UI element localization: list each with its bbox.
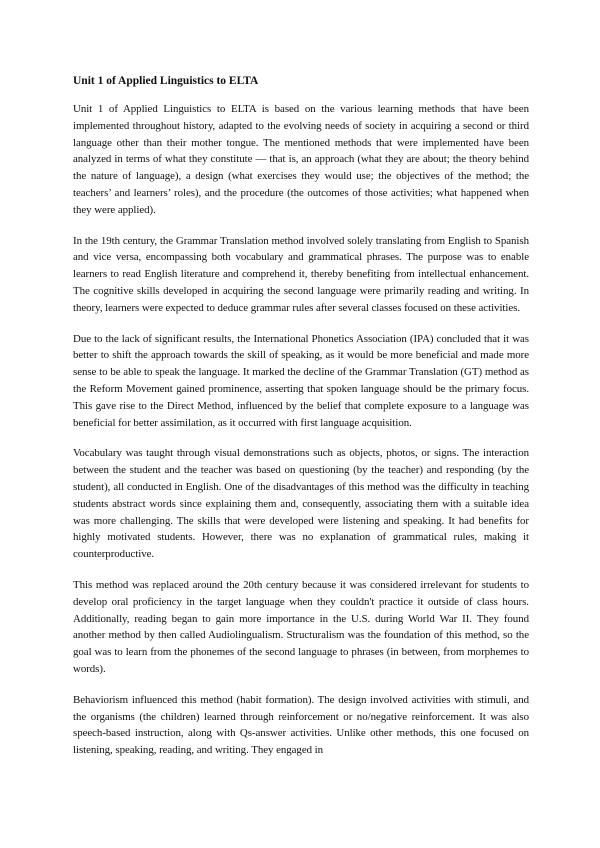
paragraph-audiolingualism: This method was replaced around the 20th century because it was considered irrelevant for students to develop oral proficiency in the target language when they couldn't practice it outside of class hours. Additionally, reading began to gain more importance in the U.S. during World War II. They found another method by then called Audiolingualism. Structuralism was the foundation of this method, so the goal was to learn from the phonemes of the second language to phrases (in between, from morphemes to words). [73, 578, 529, 675]
paragraph-vocabulary: Vocabulary was taught through visual demonstrations such as objects, photos, or signs. The interaction between the student and the teacher was based on questioning (by the teacher) and responding (by the student), all conducted in English. One of the disadvantages of this method was the difficulty in teaching students abstract words since explaining them and, consequently, associating them with a suitable idea was more challenging. The skills that were developed were listening and speaking. It had benefits for highly motivated students. However, there was no explanation of grammatical rules, making it counterproductive. [73, 447, 529, 561]
paragraph-introduction: Unit 1 of Applied Linguistics to ELTA is based on the various learning methods that have been implemented throughout history, adapted to the evolving needs of society in acquiring a second or third language other than their mother tongue. The mentioned methods that were implemented have been analyzed in terms of what they constitute — that is, an approach (what they are about; the theory behind the nature of language), a design (what exercises they would use; the objectives of the method; the teachers’ and learners’ roles), and the procedure (the outcomes of those activities; what happened when they were applied). [73, 103, 529, 216]
paragraph-grammar-translation: In the 19th century, the Grammar Translation method involved solely translating from English to Spanish and vice versa, encompassing both vocabulary and grammatical phrases. The purpose was to enable learners to read English literature and comprehend it, thereby benefiting from intellectual enhancement. The cognitive skills developed in acquiring the second language were primarily reading and writing. In theory, learners were expected to deduce grammar rules after several classes focused on these activities. [73, 234, 529, 314]
document-title: Unit 1 of Applied Linguistics to ELTA [73, 75, 259, 87]
paragraph-behaviorism: Behaviorism influenced this method (habit formation). The design involved activities with stimuli, and the organisms (the children) learned through reinforcement or no/negative reinforcement. It was also speech-based instruction, along with Qs-answer activities. Unlike other methods, this one focused on listening, speaking, reading, and writing. They engaged in [73, 693, 529, 757]
document-body [73, 73, 529, 773]
paragraph-direct-method: Due to the lack of significant results, the International Phonetics Association (IPA) concluded that it was better to shift the approach towards the skill of speaking, as it would be more beneficial and made more sense to be able to speak the language. It marked the decline of the Grammar Translation (GT) method as the Reform Movement gained prominence, asserting that spoken language should be the primary focus. This gave rise to the Direct Method, influenced by the belief that complete exposure to a language was beneficial for better assimilation, as it occurred with first language acquisition. [73, 332, 529, 429]
